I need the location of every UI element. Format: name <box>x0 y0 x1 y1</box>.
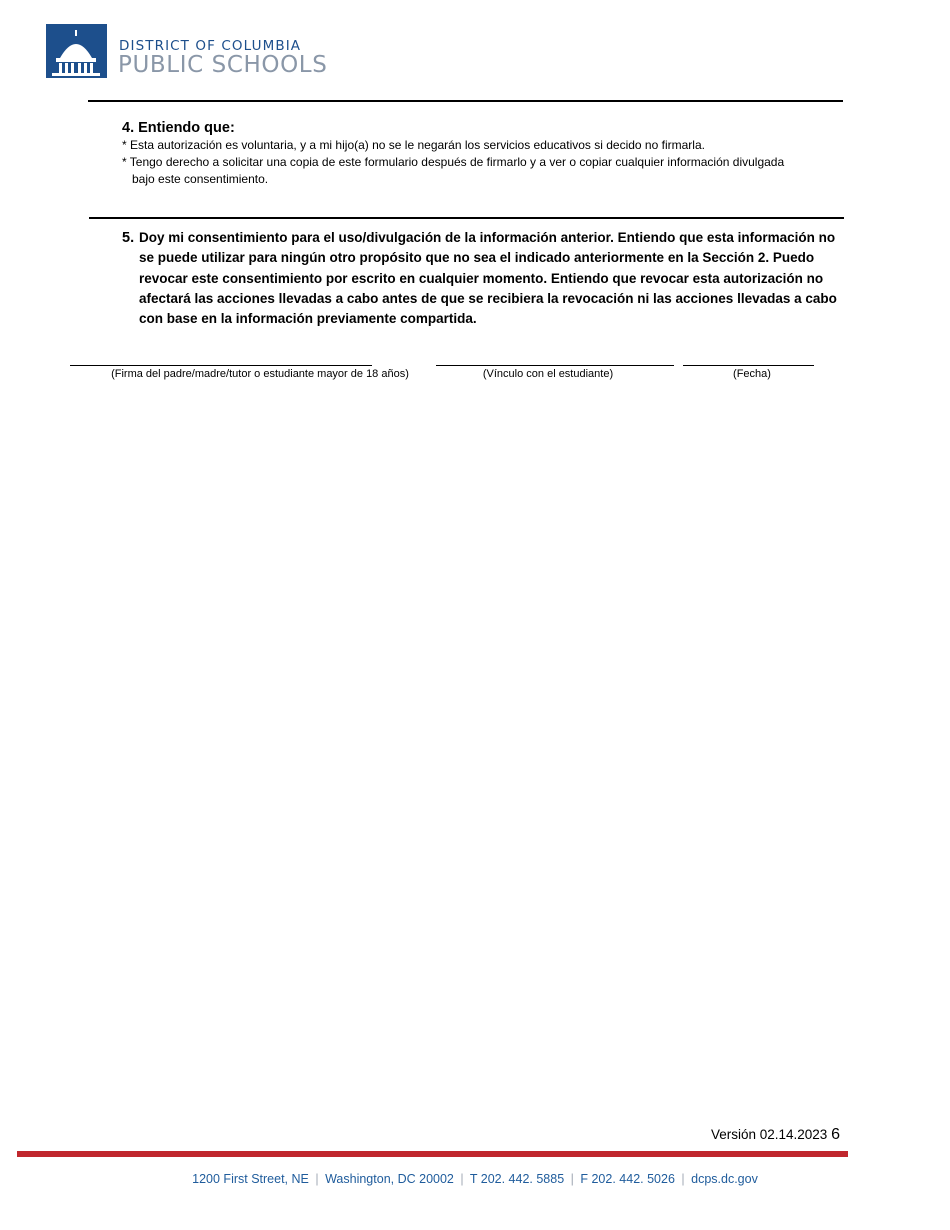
bullet-copy-rights-cont: bajo este consentimiento. <box>132 172 269 186</box>
section-4 <box>122 119 852 188</box>
section-4-bullet <box>122 154 852 188</box>
date-caption: (Fecha) <box>733 368 771 380</box>
section-4-title: 4. Entiendo que: <box>122 120 235 136</box>
logo-district-text: DISTRICT OF COLUMBIA <box>119 38 302 54</box>
section-5-number: 5. <box>122 230 135 246</box>
top-divider <box>88 100 843 102</box>
section-4-bullet <box>122 137 852 154</box>
footer-separator: | <box>681 1172 685 1186</box>
dcps-logo <box>46 24 366 80</box>
logo-public-schools-text: PUBLIC SCHOOLS <box>118 52 328 78</box>
page-number: 6 <box>831 1126 840 1143</box>
footer-contact <box>0 1172 950 1186</box>
middle-divider <box>89 217 844 219</box>
capitol-dome-icon <box>46 24 107 78</box>
footer-city: Washington, DC 20002 <box>325 1172 454 1186</box>
footer-fax: F 202. 442. 5026 <box>580 1172 675 1186</box>
version-text: Versión 02.14.2023 <box>710 1127 828 1142</box>
date-line <box>683 365 814 366</box>
footer-separator: | <box>315 1172 319 1186</box>
signer-caption: (Firma del padre/madre/tutor o estudiante mayor de 18 años) <box>111 368 409 380</box>
footer-red-bar <box>17 1151 848 1157</box>
footer-separator: | <box>460 1172 464 1186</box>
bullet-copy-rights: * Tengo derecho a solicitar una copia de este formulario después de firmarlo y a ver o copiar cualquier información divulgada <box>122 155 785 169</box>
footer-address: 1200 First Street, NE <box>192 1172 309 1186</box>
signature-line <box>70 365 372 366</box>
relationship-caption: (Vínculo con el estudiante) <box>482 368 614 380</box>
footer-phone: T 202. 442. 5885 <box>469 1172 565 1186</box>
version-label <box>711 1126 840 1144</box>
relationship-line <box>436 365 674 366</box>
footer-separator: | <box>570 1172 574 1186</box>
section-5-text: Doy mi consentimiento para el uso/divulgación de la información anterior. Entiendo que esta información no se puede utilizar para ningún otro propósito que no sea el indicado anteriormente en la Sección 2. Puedo revocar este consentimiento por escrito en cualquier momento. Entiendo que revocar esta autorización no afectará las acciones llevadas a cabo antes de que se recibiera la revocación ni las acciones llevadas a cabo con base en la información previamente compartida. <box>139 230 837 327</box>
footer-website-link[interactable]: dcps.dc.gov <box>691 1172 758 1186</box>
bullet-voluntary: * Esta autorización es voluntaria, y a mi hijo(a) no se le negarán los servicios educativos si decido no firmarla. <box>122 138 705 152</box>
section-5 <box>122 228 842 329</box>
